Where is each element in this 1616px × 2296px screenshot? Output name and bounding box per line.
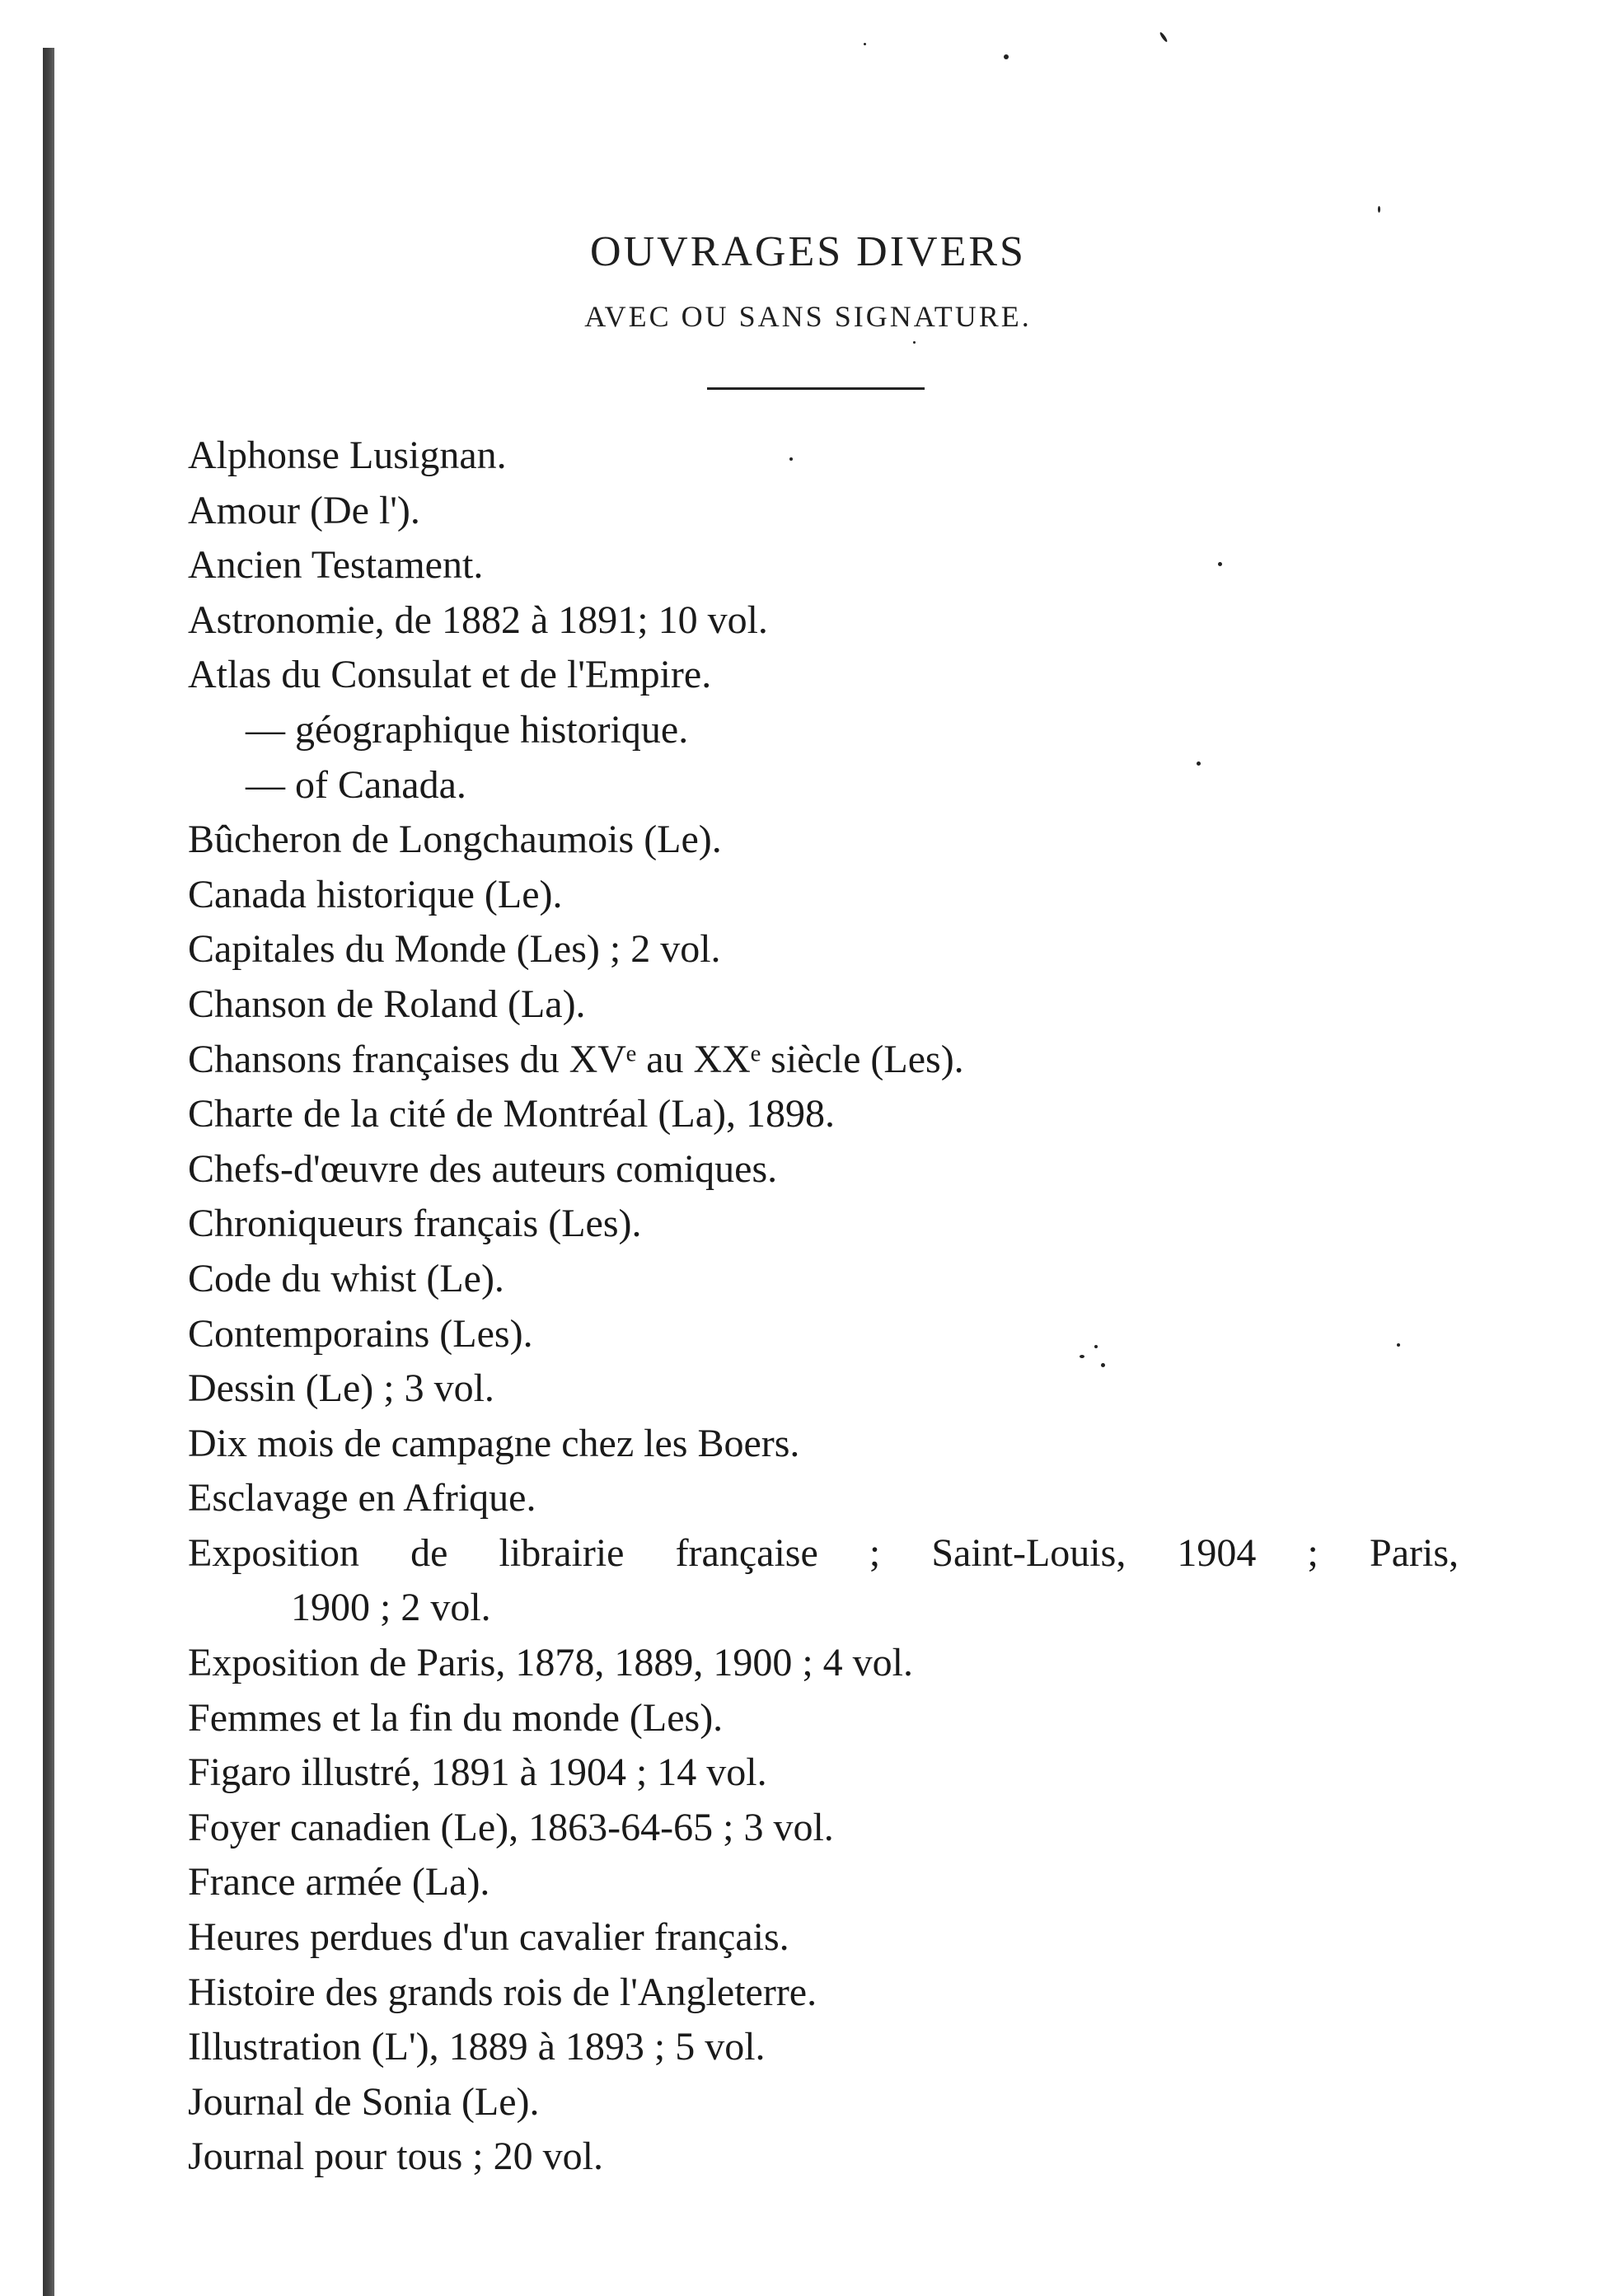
catalogue-entry: Chanson de Roland (La). — [188, 982, 586, 1026]
catalogue-entry: Chansons françaises du XVᵉ au XXᵉ siècle (Les). — [188, 1037, 964, 1081]
catalogue-entry: Chroniqueurs français (Les). — [188, 1202, 642, 1246]
catalogue-entry: Bûcheron de Longchaumois (Le). — [188, 818, 722, 862]
catalogue-entry: Illustration (L'), 1889 à 1893 ; 5 vol. — [188, 2025, 766, 2069]
page-title: OUVRAGES DIVERS — [590, 228, 1026, 275]
catalogue-subentry: — of Canada. — [246, 762, 466, 807]
catalogue-entry: Esclavage en Afrique. — [188, 1476, 536, 1521]
catalogue-entry: Journal pour tous ; 20 vol. — [188, 2134, 603, 2179]
catalogue-entry-list — [188, 429, 1506, 2185]
title-divider-rule — [707, 387, 925, 390]
catalogue-subentry: — géographique historique. — [246, 707, 689, 752]
catalogue-entry: Ancien Testament. — [188, 543, 484, 588]
speck-2 — [1004, 54, 1009, 59]
catalogue-entry: France armée (La). — [188, 1860, 490, 1905]
catalogue-entry: Amour (De l'). — [188, 488, 420, 532]
page-binding-edge — [43, 48, 54, 2296]
speck-3 — [864, 43, 866, 45]
catalogue-entry: Contemporains (Les). — [188, 1311, 533, 1356]
catalogue-entry: Dessin (Le) ; 3 vol. — [188, 1366, 494, 1411]
catalogue-entry: Figaro illustré, 1891 à 1904 ; 14 vol. — [188, 1750, 767, 1795]
speck-1 — [1159, 31, 1168, 43]
catalogue-entry: Charte de la cité de Montréal (La), 1898. — [188, 1092, 836, 1136]
catalogue-entry: Atlas du Consulat et de l'Empire. — [188, 653, 712, 697]
catalogue-entry: Capitales du Monde (Les) ; 2 vol. — [188, 927, 721, 972]
catalogue-entry: Journal de Sonia (Le). — [188, 2079, 540, 2124]
speck-4 — [1378, 206, 1380, 213]
catalogue-entry: Chefs-d'œuvre des auteurs comiques. — [188, 1146, 778, 1191]
speck-12 — [913, 341, 916, 344]
catalogue-entry: Dix mois de campagne chez les Boers. — [188, 1421, 800, 1465]
catalogue-entry: Code du whist (Le). — [188, 1256, 504, 1300]
catalogue-entry: Histoire des grands rois de l'Angleterre. — [188, 1970, 817, 2014]
catalogue-entry-continuation: 1900 ; 2 vol. — [291, 1586, 491, 1630]
catalogue-entry: Heures perdues d'un cavalier français. — [188, 1915, 789, 1960]
catalogue-entry: Alphonse Lusignan. — [188, 433, 507, 477]
catalogue-entry: Foyer canadien (Le), 1863-64-65 ; 3 vol. — [188, 1805, 834, 1849]
catalogue-entry: Astronomie, de 1882 à 1891; 10 vol. — [188, 597, 768, 642]
page-subtitle: AVEC OU SANS SIGNATURE. — [584, 300, 1032, 333]
catalogue-entry: Exposition de Paris, 1878, 1889, 1900 ; 4 vol. — [188, 1641, 913, 1685]
catalogue-entry: Canada historique (Le). — [188, 872, 563, 916]
catalogue-entry: Exposition de librairie française ; Saint-Louis, 1904 ; Paris, — [188, 1530, 1459, 1575]
catalogue-entry: Femmes et la fin du monde (Les). — [188, 1695, 724, 1740]
